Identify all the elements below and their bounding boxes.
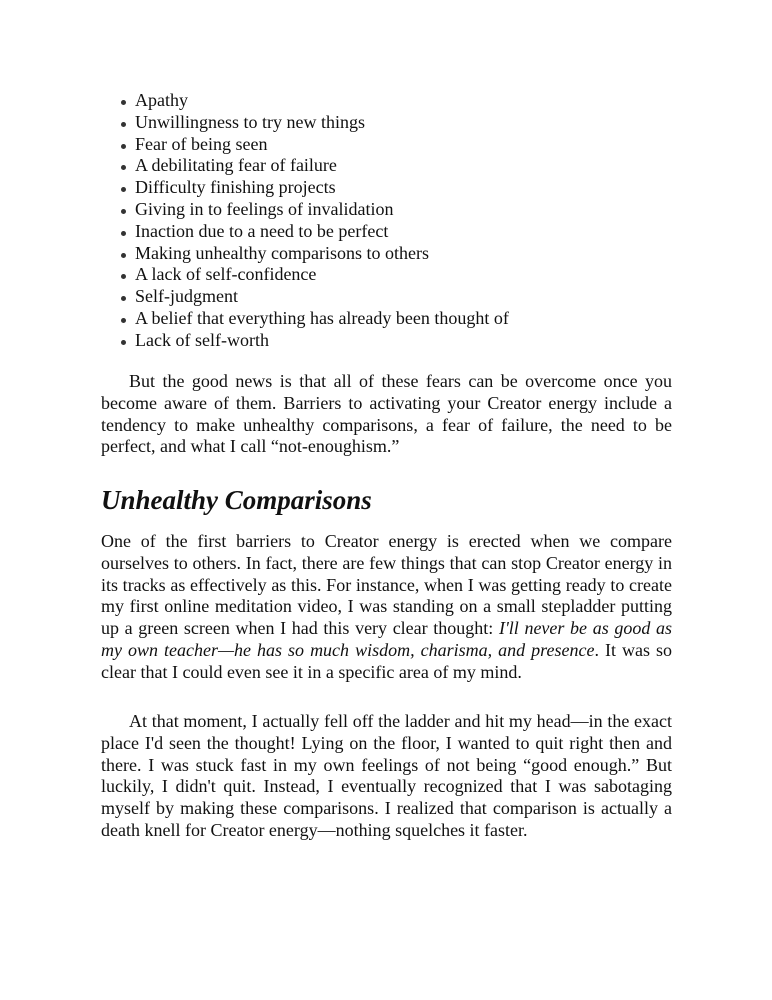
bullet-icon (121, 209, 126, 214)
paragraph-text: . It was so clear that I could even see it in a specific area of my mind. (101, 639, 672, 682)
list-item: Making unhealthy comparisons to others (101, 243, 701, 265)
body-paragraph: At that moment, I actually fell off the ladder and hit my head—in the exact place I'd seen the thought! Lying on the floor, I wanted to quit right then and there. I was stuck fast in my own feelings of not being “good enough.” But luckily, I didn't quit. Instead, I eventually recognized that I was sabotaging myself by making these comparisons. I realized that comparison is actually a death knell for Creator energy—nothing squelches it faster. (101, 711, 672, 840)
section-heading: Unhealthy Comparisons (101, 485, 372, 515)
list-item: Self-judgment (101, 286, 701, 308)
bullet-icon (121, 296, 126, 301)
body-paragraph (101, 531, 672, 684)
list-item: A lack of self-confidence (101, 264, 701, 286)
symptom-list (101, 90, 701, 352)
list-item: Fear of being seen (101, 134, 701, 156)
bullet-icon (121, 318, 126, 323)
list-item: A belief that everything has already been thought of (101, 308, 701, 330)
bullet-icon (121, 253, 126, 258)
paragraph-text: One of the first barriers to Creator energy is erected when we compare ourselves to others. In fact, there are few things that can stop Creator energy in its tracks as effectively as this. For instance, when I was getting ready to create my first online meditation video, I was standing on a small stepladder putting up a green screen when I had this very clear thought: (101, 531, 672, 639)
list-item: Difficulty finishing projects (101, 177, 701, 199)
list-item: A debilitating fear of failure (101, 155, 701, 177)
italic-thought: I'll never be as good as my own teacher—he has so much wisdom, charisma, and presence (101, 618, 672, 660)
intro-paragraph: But the good news is that all of these fears can be overcome once you become aware of them. Barriers to activating your Creator energy include a tendency to make unhealthy comparisons, a fear of failure, the need to be perfect, and what I call “not-enoughism.” (101, 371, 672, 457)
list-item: Lack of self-worth (101, 330, 701, 352)
bullet-icon (121, 187, 126, 192)
list-item: Giving in to feelings of invalidation (101, 199, 701, 221)
bullet-icon (121, 231, 126, 236)
list-item: Apathy (101, 90, 701, 112)
bullet-icon (121, 122, 126, 127)
bullet-icon (121, 165, 126, 170)
list-item: Unwillingness to try new things (101, 112, 701, 134)
bullet-icon (121, 340, 126, 345)
list-item: Inaction due to a need to be perfect (101, 221, 701, 243)
bullet-icon (121, 100, 126, 105)
bullet-icon (121, 274, 126, 279)
bullet-icon (121, 144, 126, 149)
